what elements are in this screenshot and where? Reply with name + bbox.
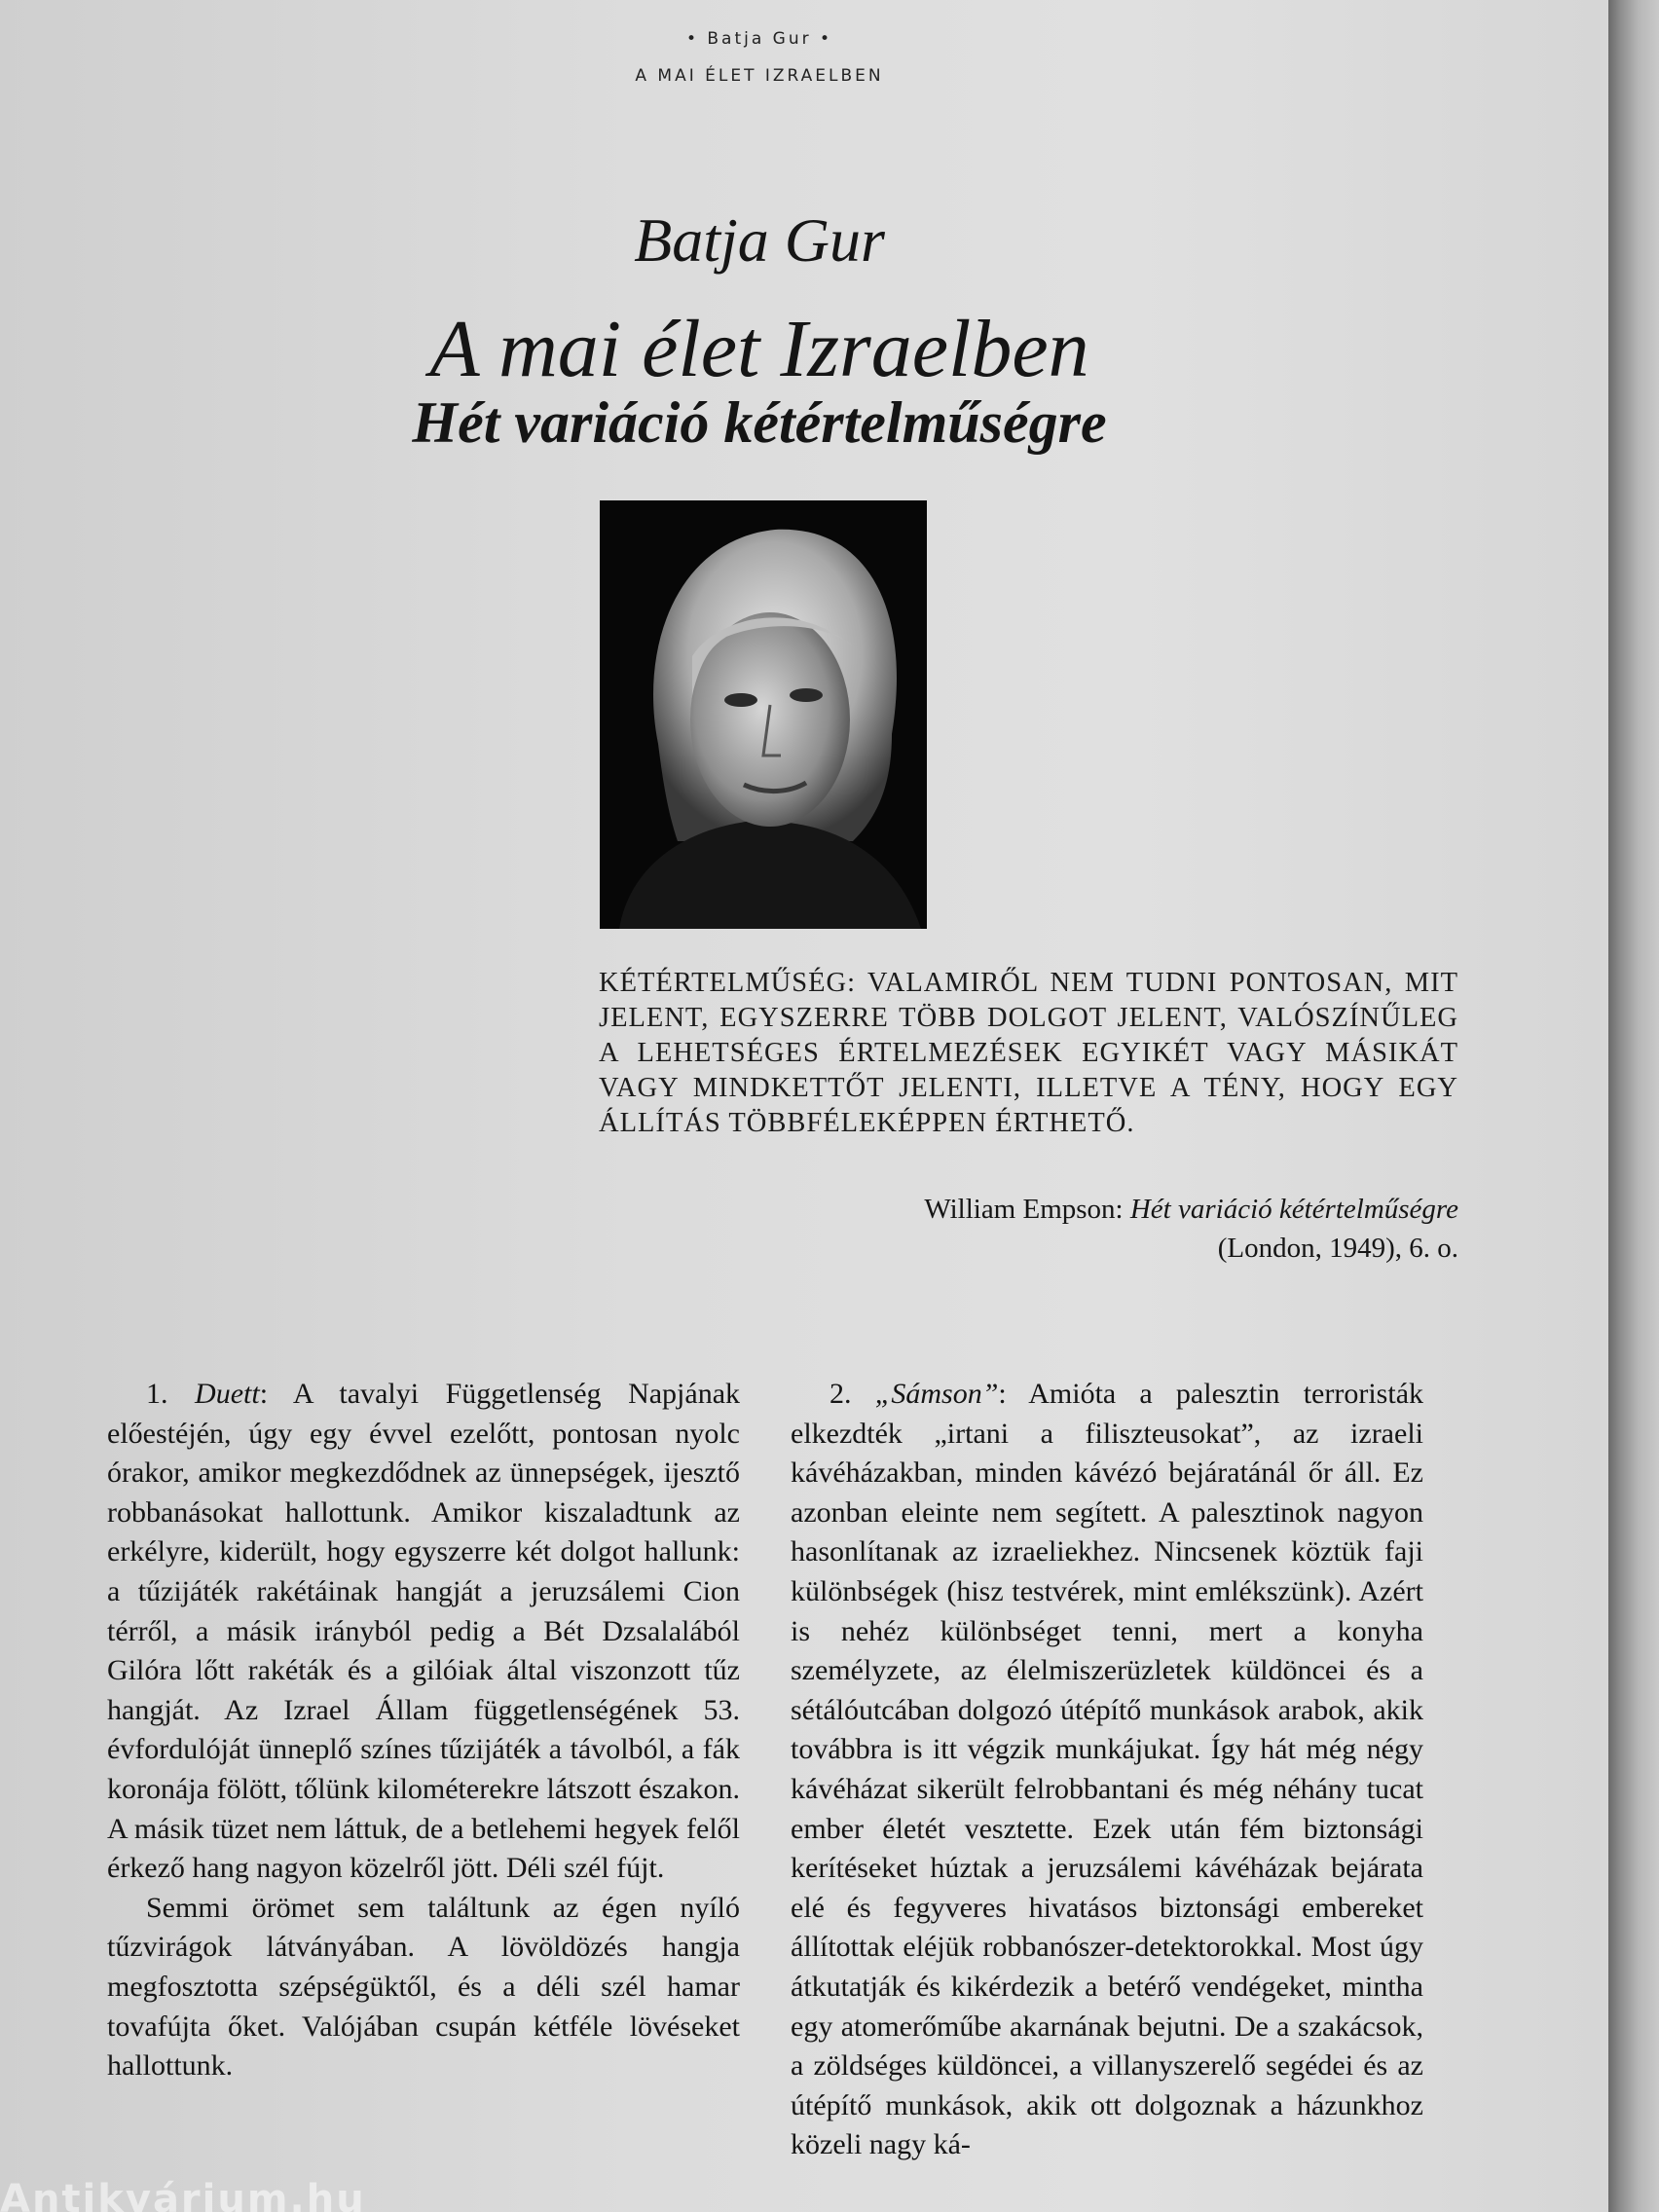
running-head-title: A MAI ÉLET IZRAELBEN — [635, 66, 884, 86]
section-1-title: Duett — [195, 1378, 260, 1410]
running-head-author: • Batja Gur • — [685, 29, 833, 49]
section-2-number: 2. — [830, 1378, 875, 1410]
section-2-paragraph-1 — [791, 1375, 1423, 2165]
section-1-text: : A tavalyi Függetlenség Napjának előestéjén, úgy egy évvel ezelőtt, pontosan nyolc órakor, amikor megkezdődnek az ünnepségek, ijesztő robbanásokat hallottunk. Amikor kiszaladtunk az erkélyre, kiderült, hogy egyszerre két dolgot hallunk: a tűzijáték rakétáinak hangját a jeruzsálemi Cion térről, a másik irányból pedig a Bét Dzsalalából Gilóra lőtt rakéták és a gilóiak által viszonzott tűz hangját. Az Izrael Állam függetlenségének 53. évfordulóját ünneplő színes tűzijáték a távolból, a fák koronája fölött, tőlünk kilométerekre látszott északon. A másik tüzet nem láttuk, de a betlehemi hegyek felől érkező hang nagyon közelről jött. Déli szél fújt. — [107, 1378, 741, 1885]
section-2-text: : Amióta a palesztin terroristák elkezdték „irtani a filiszteusokat”, az izraeli kávéházakban, minden kávézó bejáratánál őr áll. Ez azonban eleinte nem segített. A palesztinok nagyon hasonlítanak az izraeliekhez. Nincsenek köztük faji különbségek (hisz testvérek, mint emlékszünk). Azért is nehéz különbséget tenni, mert a konyha személyzete, az élelmiszerüzletek küldöncei és a sétálóutcában dolgozó útépítő munkások arabok, akik továbbra is itt végzik munkájukat. Így hát még négy kávéházat sikerült felrobbantani és még néhány tucat ember életét vesztette. Ezek után fém biztonsági kerítéseket húztak a jeruzsálemi kávéházak bejárata elé és fegyveres hivatásos biztonsági embereket állítottak eléjük robbanószer-detektorokkal. Most úgy átkutatják és kikérdezik a betérő vendégeket, mintha egy atomerőműbe akarnának bejutni. De a szakácsok, a zöldséges küldöncei, a villanyszerelő segédei és az útépítő munkások, akik ott dolgoznak a házunkhoz közeli nagy ká- — [791, 1378, 1424, 2161]
attribution-author: William Empson: — [924, 1194, 1130, 1225]
article-title: A mai élet Izraelben — [429, 304, 1089, 394]
portrait-illustration — [600, 500, 927, 929]
text-column-right — [791, 1375, 1423, 2165]
attribution-source: (London, 1949), 6. o. — [1217, 1233, 1458, 1264]
text-column-left — [107, 1375, 740, 2086]
page-edge — [1608, 0, 1659, 2212]
watermark: Antikvárium.hu — [0, 2177, 366, 2212]
epigraph-quote: KÉTÉRTELMŰSÉG: VALAMIRŐL NEM TUDNI PONTOSAN, MIT JELENT, EGYSZERRE TÖBB DOLGOT JELENT, VALÓSZÍNŰLEG A LEHETSÉGES ÉRTELMEZÉSEK EGYIKÉT VAGY MÁSIKÁT VAGY MINDKETTŐT JELENTI, ILLETVE A TÉNY, HOGY EGY ÁLLÍTÁS TÖBBFÉLEKÉPPEN ÉRTHETŐ. — [599, 968, 1458, 1138]
author-portrait-photo — [600, 500, 927, 929]
epigraph-attribution — [599, 1190, 1458, 1268]
article-author: Batja Gur — [634, 205, 885, 275]
article-subtitle: Hét variáció kétértelműségre — [412, 390, 1107, 455]
attribution-work: Hét variáció kétértelműségre — [1129, 1194, 1458, 1225]
section-1-number: 1. — [146, 1378, 196, 1410]
section-2-title: „Sámson” — [874, 1378, 999, 1410]
section-1-paragraph-1 — [107, 1375, 740, 1889]
section-1-paragraph-2: Semmi örömet sem találtunk az égen nyíló tűzvirágok látványában. A lövöldözés hangja megfosztotta szépségüktől, és a déli szél hamar tovafújta őket. Valójában csupán kétféle lövéseket hallottunk. — [107, 1891, 740, 2083]
